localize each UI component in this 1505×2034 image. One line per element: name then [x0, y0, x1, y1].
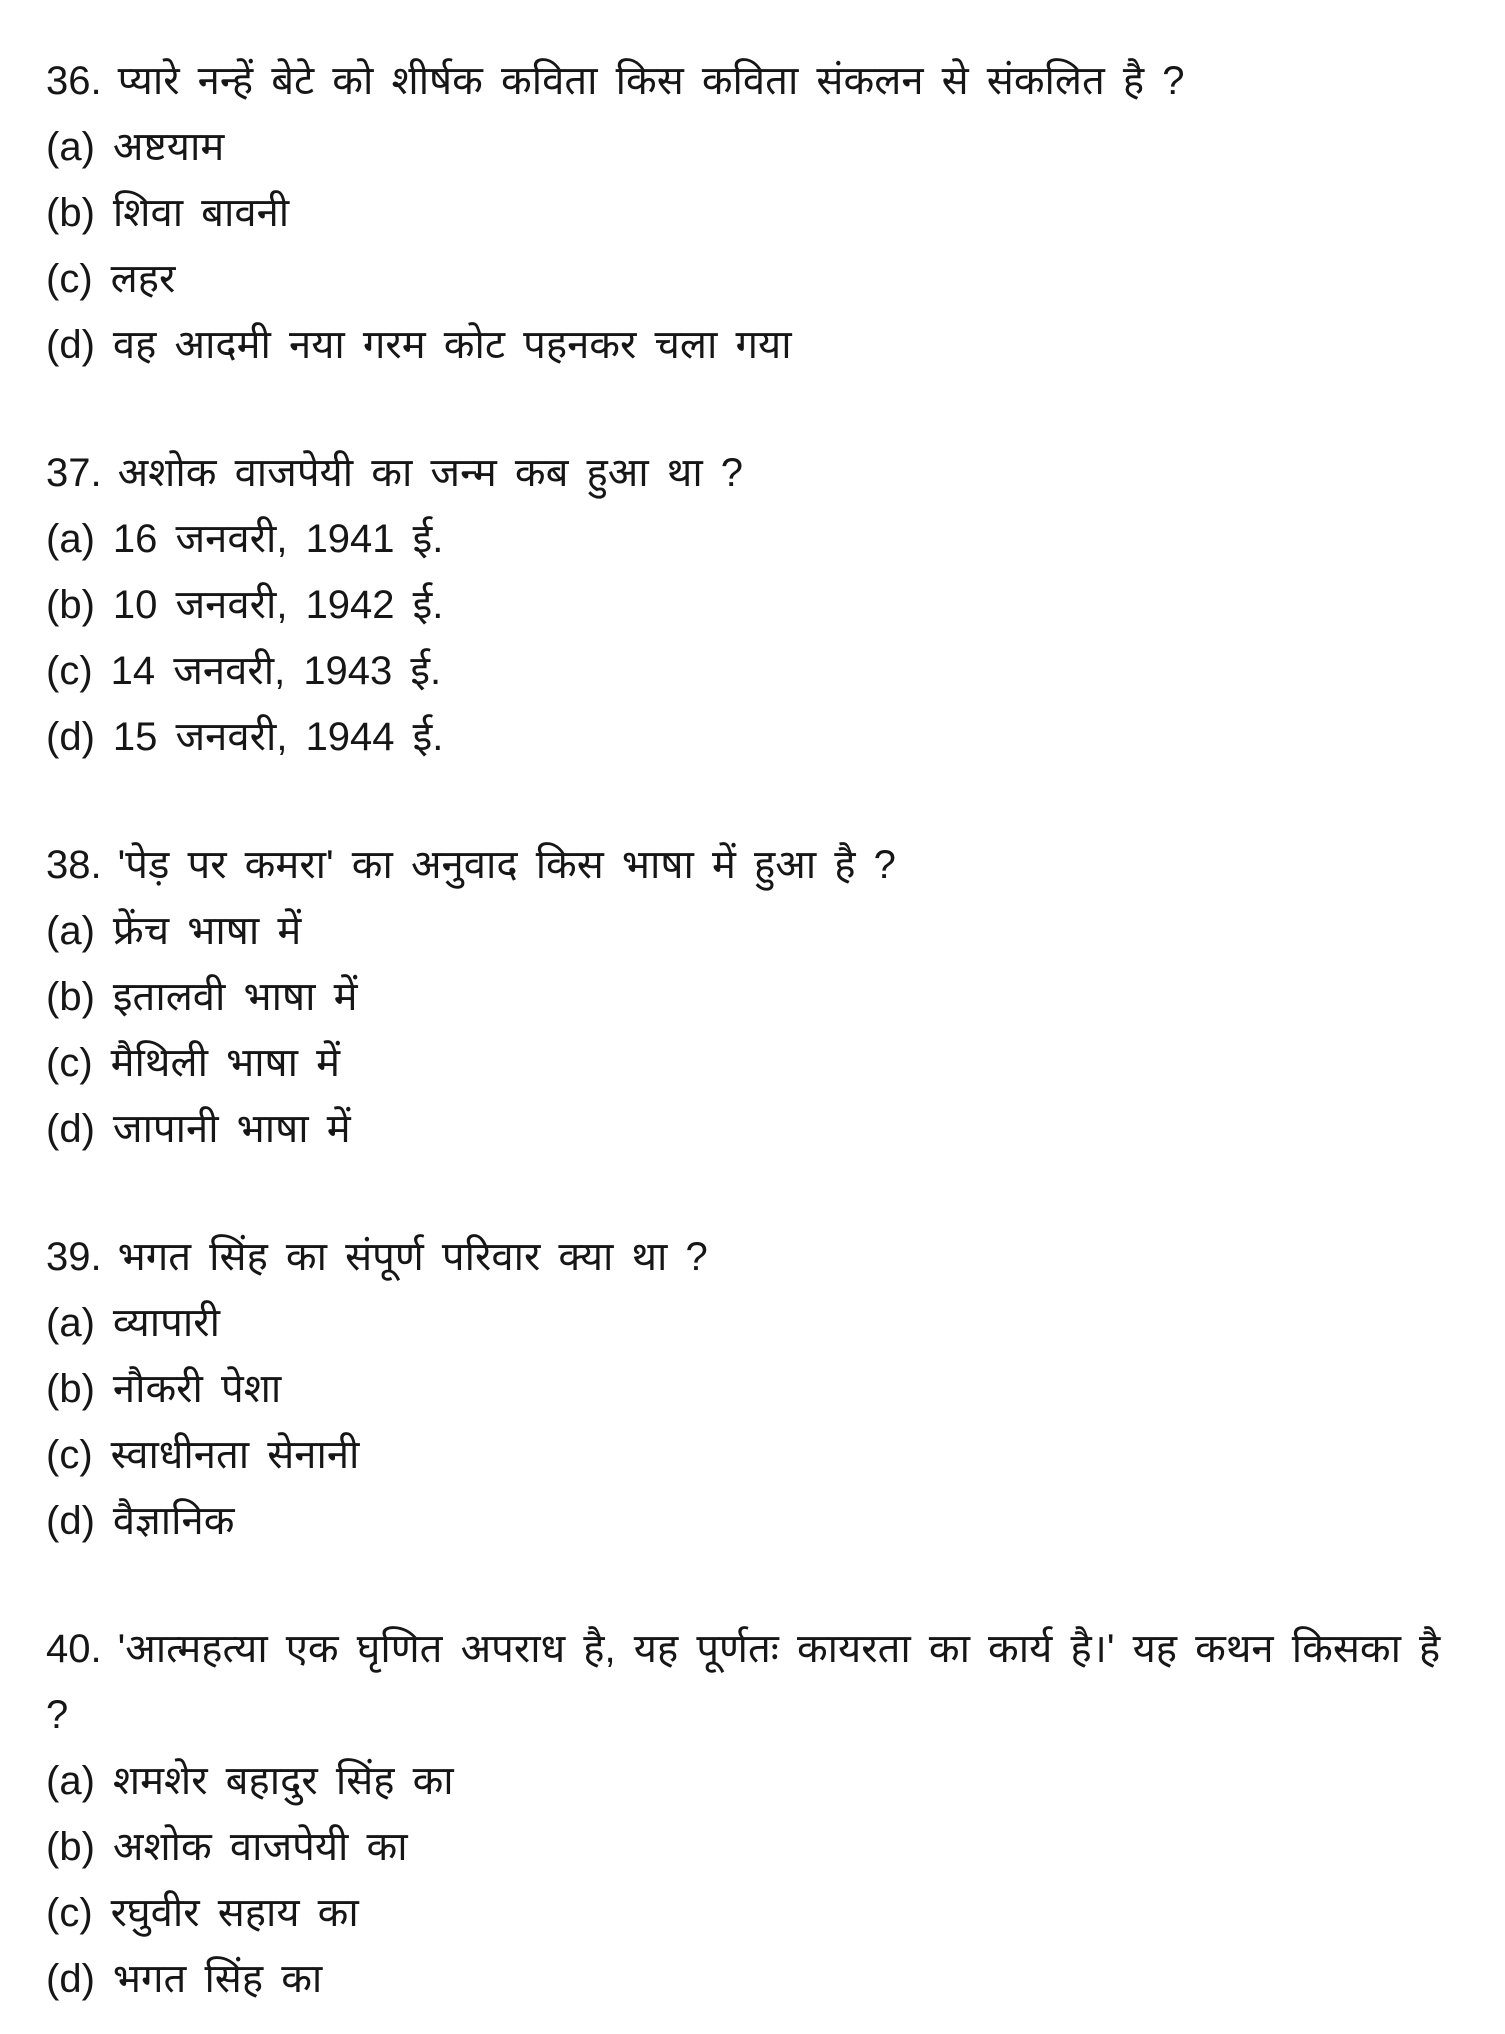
option-row-a — [46, 1290, 1463, 1356]
question-block-36 — [46, 48, 1463, 378]
question-text: अशोक वाजपेयी का जन्म कब हुआ था ? — [117, 451, 744, 495]
option-label: (c) — [46, 1433, 93, 1477]
option-text: लहर — [110, 257, 176, 301]
option-row-c — [46, 246, 1463, 312]
option-row-d — [46, 312, 1463, 378]
option-row-c — [46, 1030, 1463, 1096]
option-label: (d) — [46, 323, 95, 367]
option-label: (a) — [46, 1301, 95, 1345]
option-label: (c) — [46, 649, 93, 693]
option-text: शमशेर बहादुर सिंह का — [112, 1759, 454, 1803]
option-label: (d) — [46, 1957, 95, 2001]
option-label: (c) — [46, 1891, 93, 1935]
option-text: 14 जनवरी, 1943 ई. — [110, 649, 442, 693]
option-row-b — [46, 572, 1463, 638]
option-text: 15 जनवरी, 1944 ई. — [112, 715, 444, 759]
option-label: (b) — [46, 191, 95, 235]
question-block-40 — [46, 1616, 1463, 2012]
option-row-a — [46, 506, 1463, 572]
question-number: 39. — [46, 1235, 102, 1279]
option-text: फ्रेंच भाषा में — [112, 909, 302, 953]
option-row-b — [46, 180, 1463, 246]
option-row-a — [46, 114, 1463, 180]
option-text: 16 जनवरी, 1941 ई. — [112, 517, 444, 561]
question-line — [46, 440, 1463, 506]
option-label: (a) — [46, 909, 95, 953]
option-row-c — [46, 1880, 1463, 1946]
question-line — [46, 48, 1463, 114]
question-number: 37. — [46, 451, 102, 495]
question-number: 40. — [46, 1627, 102, 1671]
option-row-d — [46, 1488, 1463, 1554]
option-label: (d) — [46, 1107, 95, 1151]
option-label: (a) — [46, 517, 95, 561]
option-label: (b) — [46, 975, 95, 1019]
option-text: व्यापारी — [112, 1301, 220, 1345]
option-label: (b) — [46, 1825, 95, 1869]
option-text: मैथिली भाषा में — [110, 1041, 341, 1085]
option-label: (c) — [46, 1041, 93, 1085]
question-block-37 — [46, 440, 1463, 770]
option-row-c — [46, 638, 1463, 704]
option-row-b — [46, 1814, 1463, 1880]
option-text: अष्टयाम — [112, 125, 225, 169]
option-label: (d) — [46, 1499, 95, 1543]
question-line — [46, 1616, 1463, 1748]
option-label: (c) — [46, 257, 93, 301]
option-label: (a) — [46, 125, 95, 169]
option-row-d — [46, 1946, 1463, 2012]
question-text: 'पेड़ पर कमरा' का अनुवाद किस भाषा में हुआ है ? — [117, 843, 896, 887]
question-text: 'आत्महत्या एक घृणित अपराध है, यह पूर्णतः कायरता का कार्य है।' यह कथन किसका है ? — [46, 1627, 1441, 1737]
option-text: भगत सिंह का — [112, 1957, 323, 2001]
question-number: 38. — [46, 843, 102, 887]
option-label: (d) — [46, 715, 95, 759]
option-text: अशोक वाजपेयी का — [112, 1825, 408, 1869]
question-line — [46, 832, 1463, 898]
question-text: भगत सिंह का संपूर्ण परिवार क्या था ? — [117, 1235, 708, 1279]
option-row-a — [46, 1748, 1463, 1814]
option-row-c — [46, 1422, 1463, 1488]
option-text: शिवा बावनी — [112, 191, 290, 235]
question-text: प्यारे नन्हें बेटे को शीर्षक कविता किस कविता संकलन से संकलित है ? — [117, 59, 1185, 103]
option-text: नौकरी पेशा — [112, 1367, 282, 1411]
option-text: स्वाधीनता सेनानी — [110, 1433, 360, 1477]
question-line — [46, 1224, 1463, 1290]
option-text: 10 जनवरी, 1942 ई. — [112, 583, 444, 627]
option-row-d — [46, 704, 1463, 770]
question-block-38 — [46, 832, 1463, 1162]
option-row-a — [46, 898, 1463, 964]
option-row-b — [46, 964, 1463, 1030]
option-text: जापानी भाषा में — [112, 1107, 351, 1151]
option-row-b — [46, 1356, 1463, 1422]
option-label: (b) — [46, 1367, 95, 1411]
option-text: वैज्ञानिक — [112, 1499, 235, 1543]
option-row-d — [46, 1096, 1463, 1162]
question-number: 36. — [46, 59, 102, 103]
option-text: इतालवी भाषा में — [112, 975, 358, 1019]
option-text: वह आदमी नया गरम कोट पहनकर चला गया — [112, 323, 792, 367]
option-label: (b) — [46, 583, 95, 627]
option-text: रघुवीर सहाय का — [110, 1891, 359, 1935]
option-label: (a) — [46, 1759, 95, 1803]
question-block-39 — [46, 1224, 1463, 1554]
